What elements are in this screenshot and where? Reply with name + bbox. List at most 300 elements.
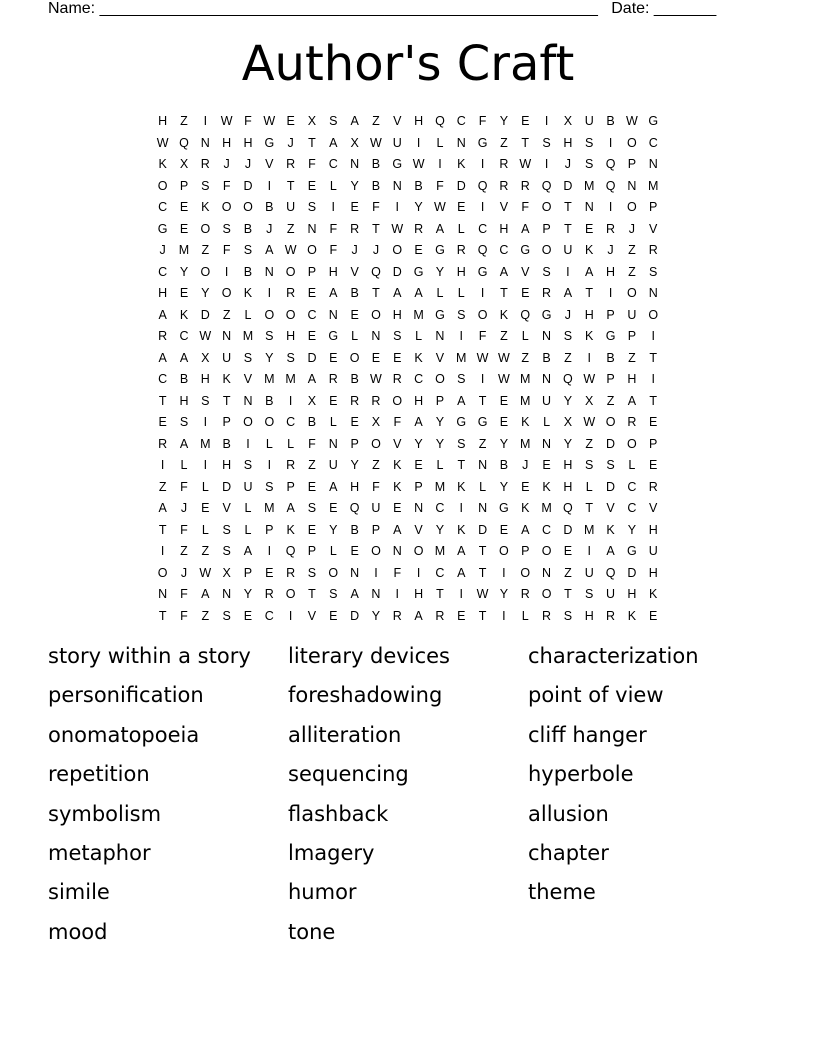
grid-letter: M [264,501,275,515]
grid-letter: K [521,501,530,515]
grid-letter: H [648,565,658,580]
grid-letter: Y [265,350,274,365]
grid-letter: K [222,372,231,386]
grid-letter: I [267,458,272,472]
grid-letter: E [179,221,189,236]
grid-letter: H [392,307,402,322]
word-list-item: humor [288,880,357,905]
word-list-item: chapter [528,840,609,865]
grid-letter: R [414,221,424,236]
grid-letter: Q [563,372,573,386]
grid-letter: I [288,393,293,408]
grid-letter: O [605,415,616,429]
grid-letter: D [563,522,573,537]
grid-letter: K [286,522,295,537]
word-list-item: simile [48,880,110,905]
grid-letter: E [307,522,317,537]
grid-letter: D [456,178,466,193]
grid-letter: H [243,135,253,150]
grid-letter: V [265,157,274,171]
grid-letter: V [222,501,231,515]
grid-letter: E [499,415,509,429]
grid-letter: B [265,200,274,214]
grid-letter: U [584,565,594,580]
grid-letter: H [414,587,424,601]
grid-letter: Z [606,393,615,408]
grid-letter: S [585,135,594,150]
grid-letter: K [158,157,167,171]
grid-letter: H [456,264,466,279]
grid-letter: Z [201,544,210,558]
grid-letter: R [520,178,530,193]
grid-row [152,111,664,133]
name-field-label: Name: ________________________________________________________ [48,0,598,17]
grid-letter: C [158,200,168,214]
grid-letter: Z [564,350,572,365]
grid-letter: N [264,264,274,279]
grid-letter: O [392,393,403,408]
grid-letter: E [179,286,189,300]
grid-letter: X [563,114,573,128]
grid-row [152,498,664,520]
grid-letter: E [350,544,359,558]
grid-letter: O [541,587,552,601]
grid-letter: K [393,458,402,472]
grid-letter: Z [180,544,188,558]
grid-row [152,434,664,456]
grid-letter: B [414,178,423,193]
header-line [48,0,748,20]
word-list-item: repetition [48,762,150,787]
word-list-item: alliteration [288,722,402,747]
grid-letter: R [392,372,402,386]
grid-letter: G [392,157,403,171]
grid-letter: I [587,544,591,558]
grid-letter: Z [286,221,295,236]
grid-letter: J [628,221,635,236]
grid-letter: W [220,114,233,128]
grid-letter: M [584,522,595,537]
grid-letter: S [201,178,210,193]
grid-letter: H [222,458,232,472]
grid-letter: N [542,565,552,580]
grid-letter: C [499,243,509,257]
grid-letter: I [544,114,549,128]
grid-letter: N [627,178,637,193]
grid-letter: W [391,221,404,236]
grid-letter: Z [372,458,380,472]
grid-letter: I [160,544,165,558]
grid-letter: U [328,458,338,472]
word-list [48,637,768,952]
grid-letter: Q [285,544,296,558]
grid-letter: I [416,135,421,150]
grid-letter: L [329,415,337,429]
grid-letter: A [457,565,466,580]
grid-row [152,262,664,284]
grid-letter: M [541,501,552,515]
grid-letter: W [284,243,297,257]
grid-letter: A [563,286,573,300]
grid-letter: S [542,264,551,279]
grid-letter: C [627,479,637,494]
grid-letter: A [627,393,637,408]
grid-letter: O [243,415,253,429]
grid-letter: I [267,178,272,193]
grid-letter: T [564,587,572,601]
grid-letter: I [651,329,655,343]
grid-letter: K [627,608,637,623]
grid-letter: E [201,501,210,515]
grid-letter: A [243,544,253,558]
grid-letter: M [242,329,254,343]
grid-letter: P [243,565,253,580]
grid-letter: V [393,436,402,451]
grid-letter: O [413,544,424,558]
grid-letter: U [392,135,402,150]
grid-letter: C [435,565,445,580]
grid-letter: M [434,479,446,494]
grid-letter: N [328,436,338,451]
grid-letter: L [415,329,423,343]
grid-letter: T [585,286,594,300]
grid-letter: E [457,608,466,623]
grid-letter: A [158,501,167,515]
grid-letter: U [286,200,296,214]
grid-letter: T [585,501,594,515]
grid-letter: N [542,436,552,451]
grid-letter: Z [521,350,530,365]
grid-letter: L [543,415,551,429]
grid-letter: O [243,200,253,214]
grid-letter: T [286,178,295,193]
grid-letter: S [179,415,189,429]
grid-letter: M [520,372,531,386]
grid-letter: U [584,114,594,128]
grid-letter: K [201,200,210,214]
grid-letter: B [243,221,253,236]
grid-letter: L [329,544,337,558]
grid-letter: L [457,221,465,236]
word-list-item: cliff hanger [528,722,647,747]
grid-letter: A [521,221,530,236]
grid-letter: N [371,587,381,601]
grid-letter: P [435,393,445,408]
grid-letter: Y [563,393,573,408]
grid-letter: K [542,479,551,494]
grid-letter: J [266,221,273,236]
grid-letter: O [371,436,381,451]
grid-letter: Y [414,200,423,214]
grid-row [152,412,664,434]
grid-letter: E [179,200,189,214]
grid-letter: N [350,157,360,171]
grid-letter: P [627,157,637,171]
grid-letter: B [179,372,189,386]
grid-letter: N [328,307,338,322]
grid-letter: S [243,458,253,472]
grid-letter: F [372,200,380,214]
grid-letter: N [392,544,402,558]
grid-letter: Y [499,436,509,451]
grid-letter: F [393,565,402,580]
grid-letter: Y [243,587,253,601]
grid-letter: N [456,135,466,150]
grid-letter: E [542,458,551,472]
grid-letter: E [329,501,338,515]
word-list-item: flashback [288,801,389,826]
word-list-item: lmagery [288,840,375,865]
grid-letter: V [521,264,530,279]
grid-letter: Q [477,178,488,193]
grid-letter: Q [605,157,616,171]
grid-letter: N [307,221,317,236]
grid-letter: P [307,264,317,279]
grid-row [152,326,664,348]
grid-letter: H [350,479,360,494]
grid-letter: D [307,350,317,365]
grid-letter: E [307,178,317,193]
word-list-item: metaphor [48,840,151,865]
grid-letter: M [413,307,424,322]
grid-letter: A [201,587,210,601]
grid-letter: T [457,458,466,472]
grid-letter: I [480,372,485,386]
word-list-item: point of view [528,683,664,708]
grid-letter: G [541,307,552,322]
grid-letter: Y [627,522,637,537]
grid-letter: V [307,608,317,623]
grid-letter: W [263,114,276,128]
grid-letter: T [564,221,572,236]
grid-letter: Y [414,436,423,451]
grid-letter: E [307,479,317,494]
grid-letter: K [243,286,253,300]
grid-letter: V [243,372,253,386]
grid-row [152,477,664,499]
grid-letter: S [542,135,551,150]
grid-letter: U [371,501,381,515]
grid-letter: R [286,157,296,171]
grid-letter: N [542,372,552,386]
grid-letter: I [438,157,442,171]
grid-letter: C [158,264,168,279]
grid-letter: G [328,329,339,343]
grid-letter: I [608,135,613,150]
grid-letter: R [200,157,210,171]
grid-letter: P [521,544,530,558]
grid-letter: W [498,350,510,365]
grid-letter: G [499,501,509,515]
grid-letter: N [542,329,552,343]
grid-row [152,369,664,391]
word-list-item: story within a story [48,644,251,668]
grid-letter: G [435,243,445,257]
grid-letter: B [350,522,359,537]
grid-row [152,154,664,176]
grid-letter: Q [605,565,616,580]
grid-letter: E [350,307,359,322]
grid-letter: Y [350,178,359,193]
grid-letter: I [608,286,613,300]
grid-row [152,606,664,628]
word-list-item: foreshadowing [288,683,443,708]
grid-letter: X [222,565,231,580]
grid-letter: E [521,479,530,494]
grid-letter: I [331,200,336,214]
grid-letter: C [307,307,317,322]
grid-letter: A [158,307,167,322]
grid-letter: S [222,522,231,537]
grid-letter: J [564,307,572,322]
grid-letter: E [265,565,274,580]
word-list-item: allusion [528,801,609,826]
page-title: Author's Craft [241,36,575,92]
grid-letter: B [499,458,509,472]
grid-letter: G [605,329,616,343]
grid-letter: Y [435,264,445,279]
grid-letter: R [606,221,616,236]
grid-letter: Q [435,114,445,128]
grid-letter: U [222,350,232,365]
grid-row [152,219,664,241]
grid-letter: E [649,458,658,472]
grid-letter: O [328,565,339,580]
grid-letter: T [649,350,658,365]
grid-letter: O [541,200,552,214]
grid-letter: E [521,114,530,128]
grid-letter: X [179,157,189,171]
grid-letter: V [499,200,509,214]
grid-letter: H [648,522,658,537]
grid-letter: G [648,114,659,128]
grid-letter: I [459,587,463,601]
grid-letter: T [478,393,487,408]
grid-letter: M [264,372,275,386]
grid-letter: J [244,157,252,171]
grid-letter: L [521,608,529,623]
grid-letter: O [285,264,296,279]
grid-letter: V [649,221,658,236]
grid-letter: P [179,178,189,193]
grid-letter: A [457,544,466,558]
grid-letter: Q [520,307,531,322]
grid-letter: T [158,608,167,623]
grid-letter: O [627,135,637,150]
grid-letter: I [395,587,400,601]
grid-letter: D [606,479,616,494]
grid-letter: U [627,307,637,322]
grid-letter: O [648,307,659,322]
word-list-item: mood [48,919,108,944]
grid-letter: W [583,372,596,386]
grid-letter: U [243,479,253,494]
grid-letter: W [498,372,510,386]
grid-letter: I [608,200,613,214]
date-field-label: Date: _______ [611,0,717,17]
grid-letter: N [371,329,381,343]
grid-letter: Y [201,286,210,300]
grid-letter: K [414,350,423,365]
grid-letter: S [649,264,658,279]
grid-letter: I [480,286,485,300]
grid-letter: W [434,200,446,214]
grid-letter: S [329,114,338,128]
grid-letter: A [414,608,423,623]
grid-letter: A [393,286,402,300]
grid-letter: A [606,544,615,558]
grid-letter: F [180,608,188,623]
grid-letter: L [244,501,252,515]
grid-letter: A [329,135,338,150]
grid-letter: F [436,178,444,193]
grid-letter: J [351,243,358,257]
grid-letter: P [286,479,295,494]
grid-letter: K [393,479,402,494]
grid-letter: O [627,200,637,214]
grid-letter: J [372,243,380,257]
grid-letter: O [264,415,275,429]
grid-letter: E [158,415,167,429]
grid-letter: G [477,135,488,150]
grid-letter: I [203,458,208,472]
grid-letter: N [648,157,658,171]
grid-letter: I [246,436,250,451]
grid-letter: J [522,458,529,472]
grid-letter: G [264,135,275,150]
grid-letter: Y [435,436,445,451]
grid-letter: I [416,565,421,580]
grid-letter: W [519,157,532,171]
grid-row [152,391,664,413]
grid-letter: T [222,393,231,408]
grid-letter: Y [499,479,509,494]
grid-letter: R [158,329,168,343]
word-list-item: theme [528,880,596,905]
grid-letter: V [414,522,423,537]
grid-letter: R [542,608,552,623]
grid-letter: F [222,178,231,193]
grid-letter: N [648,286,658,300]
grid-letter: X [201,350,210,365]
grid-letter: E [350,415,359,429]
grid-letter: S [457,372,466,386]
grid-letter: X [563,415,573,429]
grid-letter: H [563,135,573,150]
grid-letter: B [222,436,231,451]
grid-letter: E [393,501,402,515]
grid-letter: S [307,565,317,580]
grid-letter: O [541,544,552,558]
grid-letter: M [456,350,467,365]
grid-letter: D [200,307,210,322]
grid-letter: O [200,264,211,279]
grid-letter: L [457,286,465,300]
grid-letter: I [587,350,591,365]
grid-letter: S [222,221,231,236]
grid-letter: L [351,329,359,343]
grid-letter: K [606,522,615,537]
grid-letter: T [372,221,380,236]
grid-letter: W [199,565,212,580]
grid-letter: W [156,135,169,150]
grid-letter: O [435,372,445,386]
grid-letter: M [648,178,659,193]
grid-letter: P [265,522,274,537]
grid-letter: F [308,436,316,451]
grid-letter: B [307,415,317,429]
grid-letter: S [243,350,253,365]
